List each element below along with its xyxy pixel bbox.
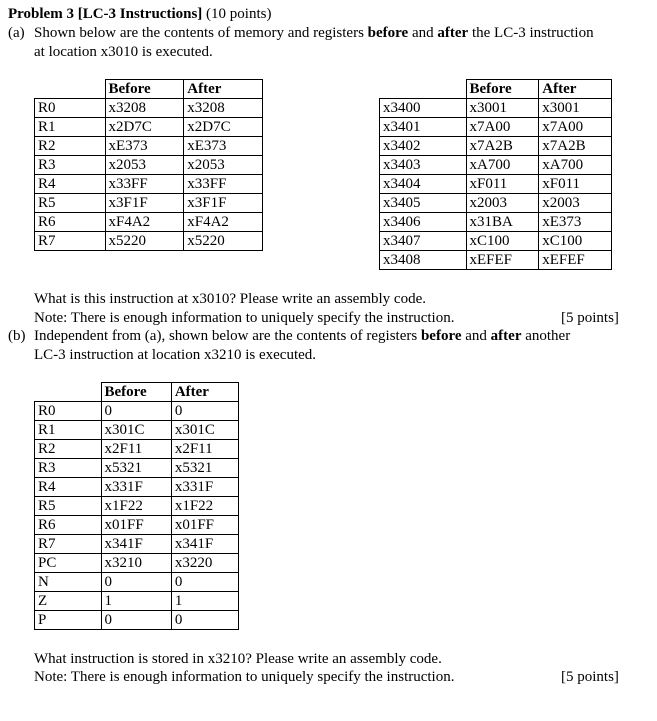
register-name-cell: R4 bbox=[35, 175, 106, 194]
after-value-cell: x2D7C bbox=[184, 118, 263, 137]
before-value-cell: x3210 bbox=[101, 554, 171, 573]
table-header-row bbox=[380, 80, 612, 99]
after-value-cell: x2F11 bbox=[171, 440, 238, 459]
before-value-cell: x3001 bbox=[466, 99, 539, 118]
part-b-note: Note: There is enough information to uniquely specify the instruction. bbox=[34, 669, 455, 685]
table-row bbox=[380, 194, 612, 213]
table-row bbox=[380, 99, 612, 118]
before-value-cell: 0 bbox=[101, 573, 171, 592]
header-blank-cell bbox=[380, 80, 467, 99]
before-value-cell: x2F11 bbox=[101, 440, 171, 459]
after-value-cell: xA700 bbox=[539, 156, 612, 175]
table-row bbox=[380, 118, 612, 137]
after-value-cell: xE373 bbox=[539, 213, 612, 232]
problem-points: (10 points) bbox=[206, 6, 272, 22]
after-value-cell: x341F bbox=[171, 535, 238, 554]
part-a-marker: (a) bbox=[8, 25, 25, 41]
table-row bbox=[35, 592, 239, 611]
before-value-cell: x3F1F bbox=[105, 194, 184, 213]
part-b-register-table bbox=[34, 382, 239, 630]
before-value-cell: x301C bbox=[101, 421, 171, 440]
before-value-cell: x31BA bbox=[466, 213, 539, 232]
part-b-intro-tail: another bbox=[521, 328, 571, 344]
after-value-cell: x7A00 bbox=[539, 118, 612, 137]
before-value-cell: 1 bbox=[101, 592, 171, 611]
part-a-intro-line2: at location x3010 is executed. bbox=[34, 44, 213, 60]
part-a-before-word: before bbox=[367, 25, 409, 41]
table-row bbox=[35, 137, 263, 156]
after-value-cell: x2003 bbox=[539, 194, 612, 213]
before-value-cell: x2003 bbox=[466, 194, 539, 213]
after-value-cell: x7A2B bbox=[539, 137, 612, 156]
table-row bbox=[35, 118, 263, 137]
table-row bbox=[35, 402, 239, 421]
before-value-cell: x1F22 bbox=[101, 497, 171, 516]
part-b-before-word: before bbox=[420, 328, 462, 344]
part-a-after-word: after bbox=[437, 25, 469, 41]
header-before: Before bbox=[105, 80, 184, 99]
part-b-intro-line2: LC-3 instruction at location x3210 is executed. bbox=[34, 347, 317, 363]
table-row bbox=[35, 459, 239, 478]
memory-address-cell: x3403 bbox=[380, 156, 467, 175]
before-value-cell: x33FF bbox=[105, 175, 184, 194]
after-value-cell: x331F bbox=[171, 478, 238, 497]
after-value-cell: xC100 bbox=[539, 232, 612, 251]
table-row bbox=[380, 251, 612, 270]
after-value-cell: x3220 bbox=[171, 554, 238, 573]
part-a-points: [5 points] bbox=[561, 310, 619, 326]
before-value-cell: x2D7C bbox=[105, 118, 184, 137]
table-row bbox=[35, 175, 263, 194]
after-value-cell: x1F22 bbox=[171, 497, 238, 516]
after-value-cell: x01FF bbox=[171, 516, 238, 535]
before-value-cell: x3208 bbox=[105, 99, 184, 118]
after-value-cell: x5220 bbox=[184, 232, 263, 251]
header-after: After bbox=[539, 80, 612, 99]
after-value-cell: 0 bbox=[171, 573, 238, 592]
table-row bbox=[35, 421, 239, 440]
table-row bbox=[35, 194, 263, 213]
register-name-cell: PC bbox=[35, 554, 102, 573]
table-row bbox=[35, 554, 239, 573]
table-row bbox=[35, 535, 239, 554]
register-name-cell: R1 bbox=[35, 421, 102, 440]
table-header-row bbox=[35, 383, 239, 402]
header-blank-cell bbox=[35, 383, 102, 402]
table-header-row bbox=[35, 80, 263, 99]
register-name-cell: P bbox=[35, 611, 102, 630]
after-value-cell: 1 bbox=[171, 592, 238, 611]
after-value-cell: x33FF bbox=[184, 175, 263, 194]
part-a-memory-table bbox=[379, 79, 612, 270]
part-a-intro-text: Shown below are the contents of memory and registers bbox=[34, 25, 368, 41]
register-name-cell: Z bbox=[35, 592, 102, 611]
table-row bbox=[35, 611, 239, 630]
before-value-cell: x331F bbox=[101, 478, 171, 497]
table-row bbox=[35, 478, 239, 497]
table-row bbox=[380, 137, 612, 156]
part-a-note: Note: There is enough information to uniquely specify the instruction. bbox=[34, 310, 455, 326]
part-a-question: What is this instruction at x3010? Please write an assembly code. bbox=[34, 291, 426, 307]
table-row bbox=[380, 213, 612, 232]
problem-title: Problem 3 [LC-3 Instructions] bbox=[8, 6, 203, 22]
after-value-cell: x3F1F bbox=[184, 194, 263, 213]
table-row bbox=[35, 573, 239, 592]
part-a-register-table bbox=[34, 79, 263, 251]
memory-address-cell: x3405 bbox=[380, 194, 467, 213]
table-row bbox=[35, 156, 263, 175]
part-a-intro-line1 bbox=[34, 24, 594, 42]
register-name-cell: R0 bbox=[35, 99, 106, 118]
before-value-cell: 0 bbox=[101, 611, 171, 630]
register-name-cell: R7 bbox=[35, 535, 102, 554]
before-value-cell: xEFEF bbox=[466, 251, 539, 270]
register-name-cell: R5 bbox=[35, 194, 106, 213]
before-value-cell: xF011 bbox=[466, 175, 539, 194]
before-value-cell: x341F bbox=[101, 535, 171, 554]
after-value-cell: xE373 bbox=[184, 137, 263, 156]
part-b-intro-line1 bbox=[34, 327, 570, 345]
memory-address-cell: x3402 bbox=[380, 137, 467, 156]
before-value-cell: xC100 bbox=[466, 232, 539, 251]
before-value-cell: x5321 bbox=[101, 459, 171, 478]
header-after: After bbox=[171, 383, 238, 402]
before-value-cell: xA700 bbox=[466, 156, 539, 175]
part-b-and-word: and bbox=[461, 328, 491, 344]
before-value-cell: x5220 bbox=[105, 232, 184, 251]
after-value-cell: 0 bbox=[171, 611, 238, 630]
part-b-intro-text: Independent from (a), shown below are the contents of registers bbox=[34, 328, 421, 344]
after-value-cell: 0 bbox=[171, 402, 238, 421]
after-value-cell: xF011 bbox=[539, 175, 612, 194]
before-value-cell: x7A2B bbox=[466, 137, 539, 156]
part-a-and-word: and bbox=[408, 25, 438, 41]
table-row bbox=[380, 175, 612, 194]
table-row bbox=[35, 232, 263, 251]
after-value-cell: xF4A2 bbox=[184, 213, 263, 232]
header-before: Before bbox=[466, 80, 539, 99]
register-name-cell: R4 bbox=[35, 478, 102, 497]
header-before: Before bbox=[101, 383, 171, 402]
memory-address-cell: x3404 bbox=[380, 175, 467, 194]
part-b-question: What instruction is stored in x3210? Please write an assembly code. bbox=[34, 651, 442, 667]
register-name-cell: R2 bbox=[35, 137, 106, 156]
memory-address-cell: x3401 bbox=[380, 118, 467, 137]
register-name-cell: R3 bbox=[35, 156, 106, 175]
table-row bbox=[380, 232, 612, 251]
after-value-cell: x3001 bbox=[539, 99, 612, 118]
after-value-cell: x5321 bbox=[171, 459, 238, 478]
header-after: After bbox=[184, 80, 263, 99]
register-name-cell: R6 bbox=[35, 516, 102, 535]
before-value-cell: x7A00 bbox=[466, 118, 539, 137]
header-blank-cell bbox=[35, 80, 106, 99]
register-name-cell: R7 bbox=[35, 232, 106, 251]
table-row bbox=[380, 156, 612, 175]
register-name-cell: R6 bbox=[35, 213, 106, 232]
table-row bbox=[35, 497, 239, 516]
before-value-cell: x01FF bbox=[101, 516, 171, 535]
before-value-cell: xF4A2 bbox=[105, 213, 184, 232]
table-row bbox=[35, 99, 263, 118]
before-value-cell: x2053 bbox=[105, 156, 184, 175]
register-name-cell: R0 bbox=[35, 402, 102, 421]
after-value-cell: x3208 bbox=[184, 99, 263, 118]
part-b-points: [5 points] bbox=[561, 669, 619, 685]
register-name-cell: R3 bbox=[35, 459, 102, 478]
after-value-cell: xEFEF bbox=[539, 251, 612, 270]
before-value-cell: xE373 bbox=[105, 137, 184, 156]
register-name-cell: R5 bbox=[35, 497, 102, 516]
memory-address-cell: x3406 bbox=[380, 213, 467, 232]
register-name-cell: N bbox=[35, 573, 102, 592]
part-b-after-word: after bbox=[490, 328, 522, 344]
table-row bbox=[35, 440, 239, 459]
part-a-intro-tail: the LC-3 instruction bbox=[468, 25, 594, 41]
register-name-cell: R2 bbox=[35, 440, 102, 459]
memory-address-cell: x3408 bbox=[380, 251, 467, 270]
after-value-cell: x301C bbox=[171, 421, 238, 440]
table-row bbox=[35, 213, 263, 232]
before-value-cell: 0 bbox=[101, 402, 171, 421]
table-row bbox=[35, 516, 239, 535]
register-name-cell: R1 bbox=[35, 118, 106, 137]
after-value-cell: x2053 bbox=[184, 156, 263, 175]
memory-address-cell: x3407 bbox=[380, 232, 467, 251]
part-b-marker: (b) bbox=[8, 328, 26, 344]
memory-address-cell: x3400 bbox=[380, 99, 467, 118]
problem-heading bbox=[8, 5, 271, 23]
